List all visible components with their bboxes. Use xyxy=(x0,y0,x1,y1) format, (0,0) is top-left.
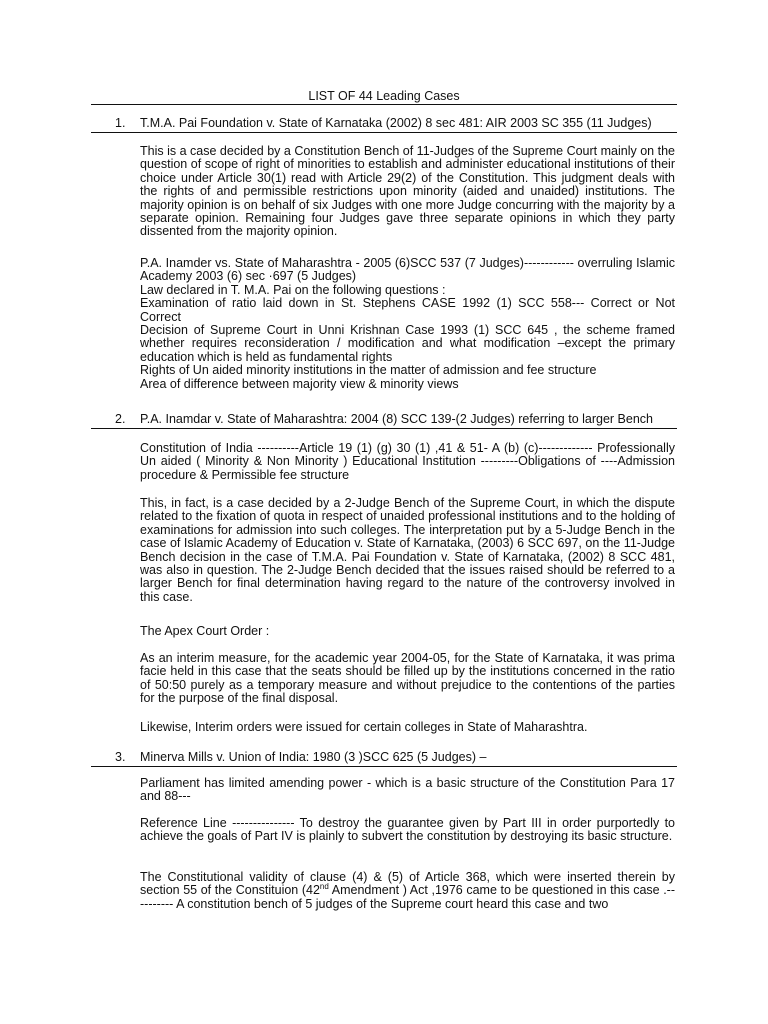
case-heading-rule xyxy=(91,766,677,767)
note-line: Area of difference between majority view & minority views xyxy=(140,376,459,391)
case-heading-rule xyxy=(91,132,677,133)
case-keywords: Constitution of India ----------Article 19 (1) (g) 30 (1) ,41 & 51- A (b) (c)------------- Professionally Un aided ( Minority & Non Minority ) Educational Institution ---------Obligations of ----Admission procedure & Permissible fee structure xyxy=(140,441,675,482)
note-line: Rights of Un aided minority institutions in the matter of admission and fee structure xyxy=(140,363,597,378)
case-title: P.A. Inamdar v. State of Maharashtra: 2004 (8) SCC 139-(2 Judges) referring to larger Bench xyxy=(140,412,653,426)
ordinal-superscript: nd xyxy=(319,882,329,892)
note-line: Examination of ratio laid down in St. Stephens CASE 1992 (1) SCC 558--- Correct or Not Correct xyxy=(140,296,675,324)
case-validity xyxy=(140,871,675,911)
note-line: Law declared in T. M.A. Pai on the following questions : xyxy=(140,282,446,297)
case-heading-rule xyxy=(91,428,677,429)
case-number: 2. xyxy=(115,412,126,426)
note-line: Decision of Supreme Court in Unni Krishnan Case 1993 (1) SCC 645 , the scheme framed whether requires reconsideration / modification and what modification –except the primary education which is held as fundamental rights xyxy=(140,323,675,364)
case-summary: This is a case decided by a Constitution Bench of 11-Judges of the Supreme Court mainly on the question of scope of right of minorities to establish and administer educational institutions of their choice under Article 30(1) read with Article 29(2) of the Constitution. This judgment deals with the rights of and permissible restrictions upon minority (aided and unaided) institutions. The majority opinion is on behalf of six Judges with one more Judge concurring with the majority by a separate opinion. Remaining four Judges gave three separate opinions in which they party dissented from the majority opinion. xyxy=(140,144,675,239)
case-number: 3. xyxy=(115,750,126,764)
case-summary: This, in fact, is a case decided by a 2-Judge Bench of the Supreme Court, in which the dispute related to the fixation of quota in respect of unaided professional institutions and to the holding of examinations for admission into such colleges. The interpretation put by a 5-Judge Bench in the case of Islamic Academy of Education v. State of Karnataka, (2003) 6 SCC 697, on the 11-Judge Bench decision in the case of T.M.A. Pai Foundation v. State of Karnataka, (2002) 8 SCC 481, was also in question. The 2-Judge Bench decided that the issues raised should be referred to a larger Bench for final determination having regard to the nature of the controversy involved in this case. xyxy=(140,496,675,604)
case-reference: Reference Line --------------- To destroy the guarantee given by Part III in order purportedly to achieve the goals of Part IV is plainly to subvert the constitution by destroying its basic structure. xyxy=(140,816,675,844)
note-line: P.A. Inamder vs. State of Maharashtra - 2005 (6)SCC 537 (7 Judges)------------ overruling Islamic Academy 2003 (6) sec ·697 (5 Judges) xyxy=(140,256,675,284)
case-title: Minerva Mills v. Union of India: 1980 (3 )SCC 625 (5 Judges) – xyxy=(140,750,487,764)
case-title: T.M.A. Pai Foundation v. State of Karnataka (2002) 8 sec 481: AIR 2003 SC 355 (11 Judges) xyxy=(140,116,652,130)
case-likewise: Likewise, Interim orders were issued for certain colleges in State of Maharashtra. xyxy=(140,720,588,734)
case-notes xyxy=(140,257,675,391)
court-order-text: As an interim measure, for the academic year 2004-05, for the State of Karnataka, it was prima facie held in this case that the seats should be filled up by the institutions concerned in the ratio of 50:50 purely as a temporary measure and without prejudice to the contentions of the parties for the purpose of the final disposal. xyxy=(140,651,675,706)
court-order-label: The Apex Court Order : xyxy=(140,624,270,638)
case-point: Parliament has limited amending power - which is a basic structure of the Constitution Para 17 and 88--- xyxy=(140,776,675,804)
case-number: 1. xyxy=(115,116,126,130)
validity-text-after: Amendment ) Act ,1976 came to be questioned in this case .---------- A constitution bench of 5 judges of the Supreme court heard this case and two xyxy=(140,883,675,911)
title-rule xyxy=(91,104,677,105)
document-title: LIST OF 44 Leading Cases xyxy=(308,89,460,103)
validity-text-before: The Constitutional validity of clause (4) & (5) of Article 368, which were inserted therein by section 55 of the Constituion (42 xyxy=(140,870,675,898)
